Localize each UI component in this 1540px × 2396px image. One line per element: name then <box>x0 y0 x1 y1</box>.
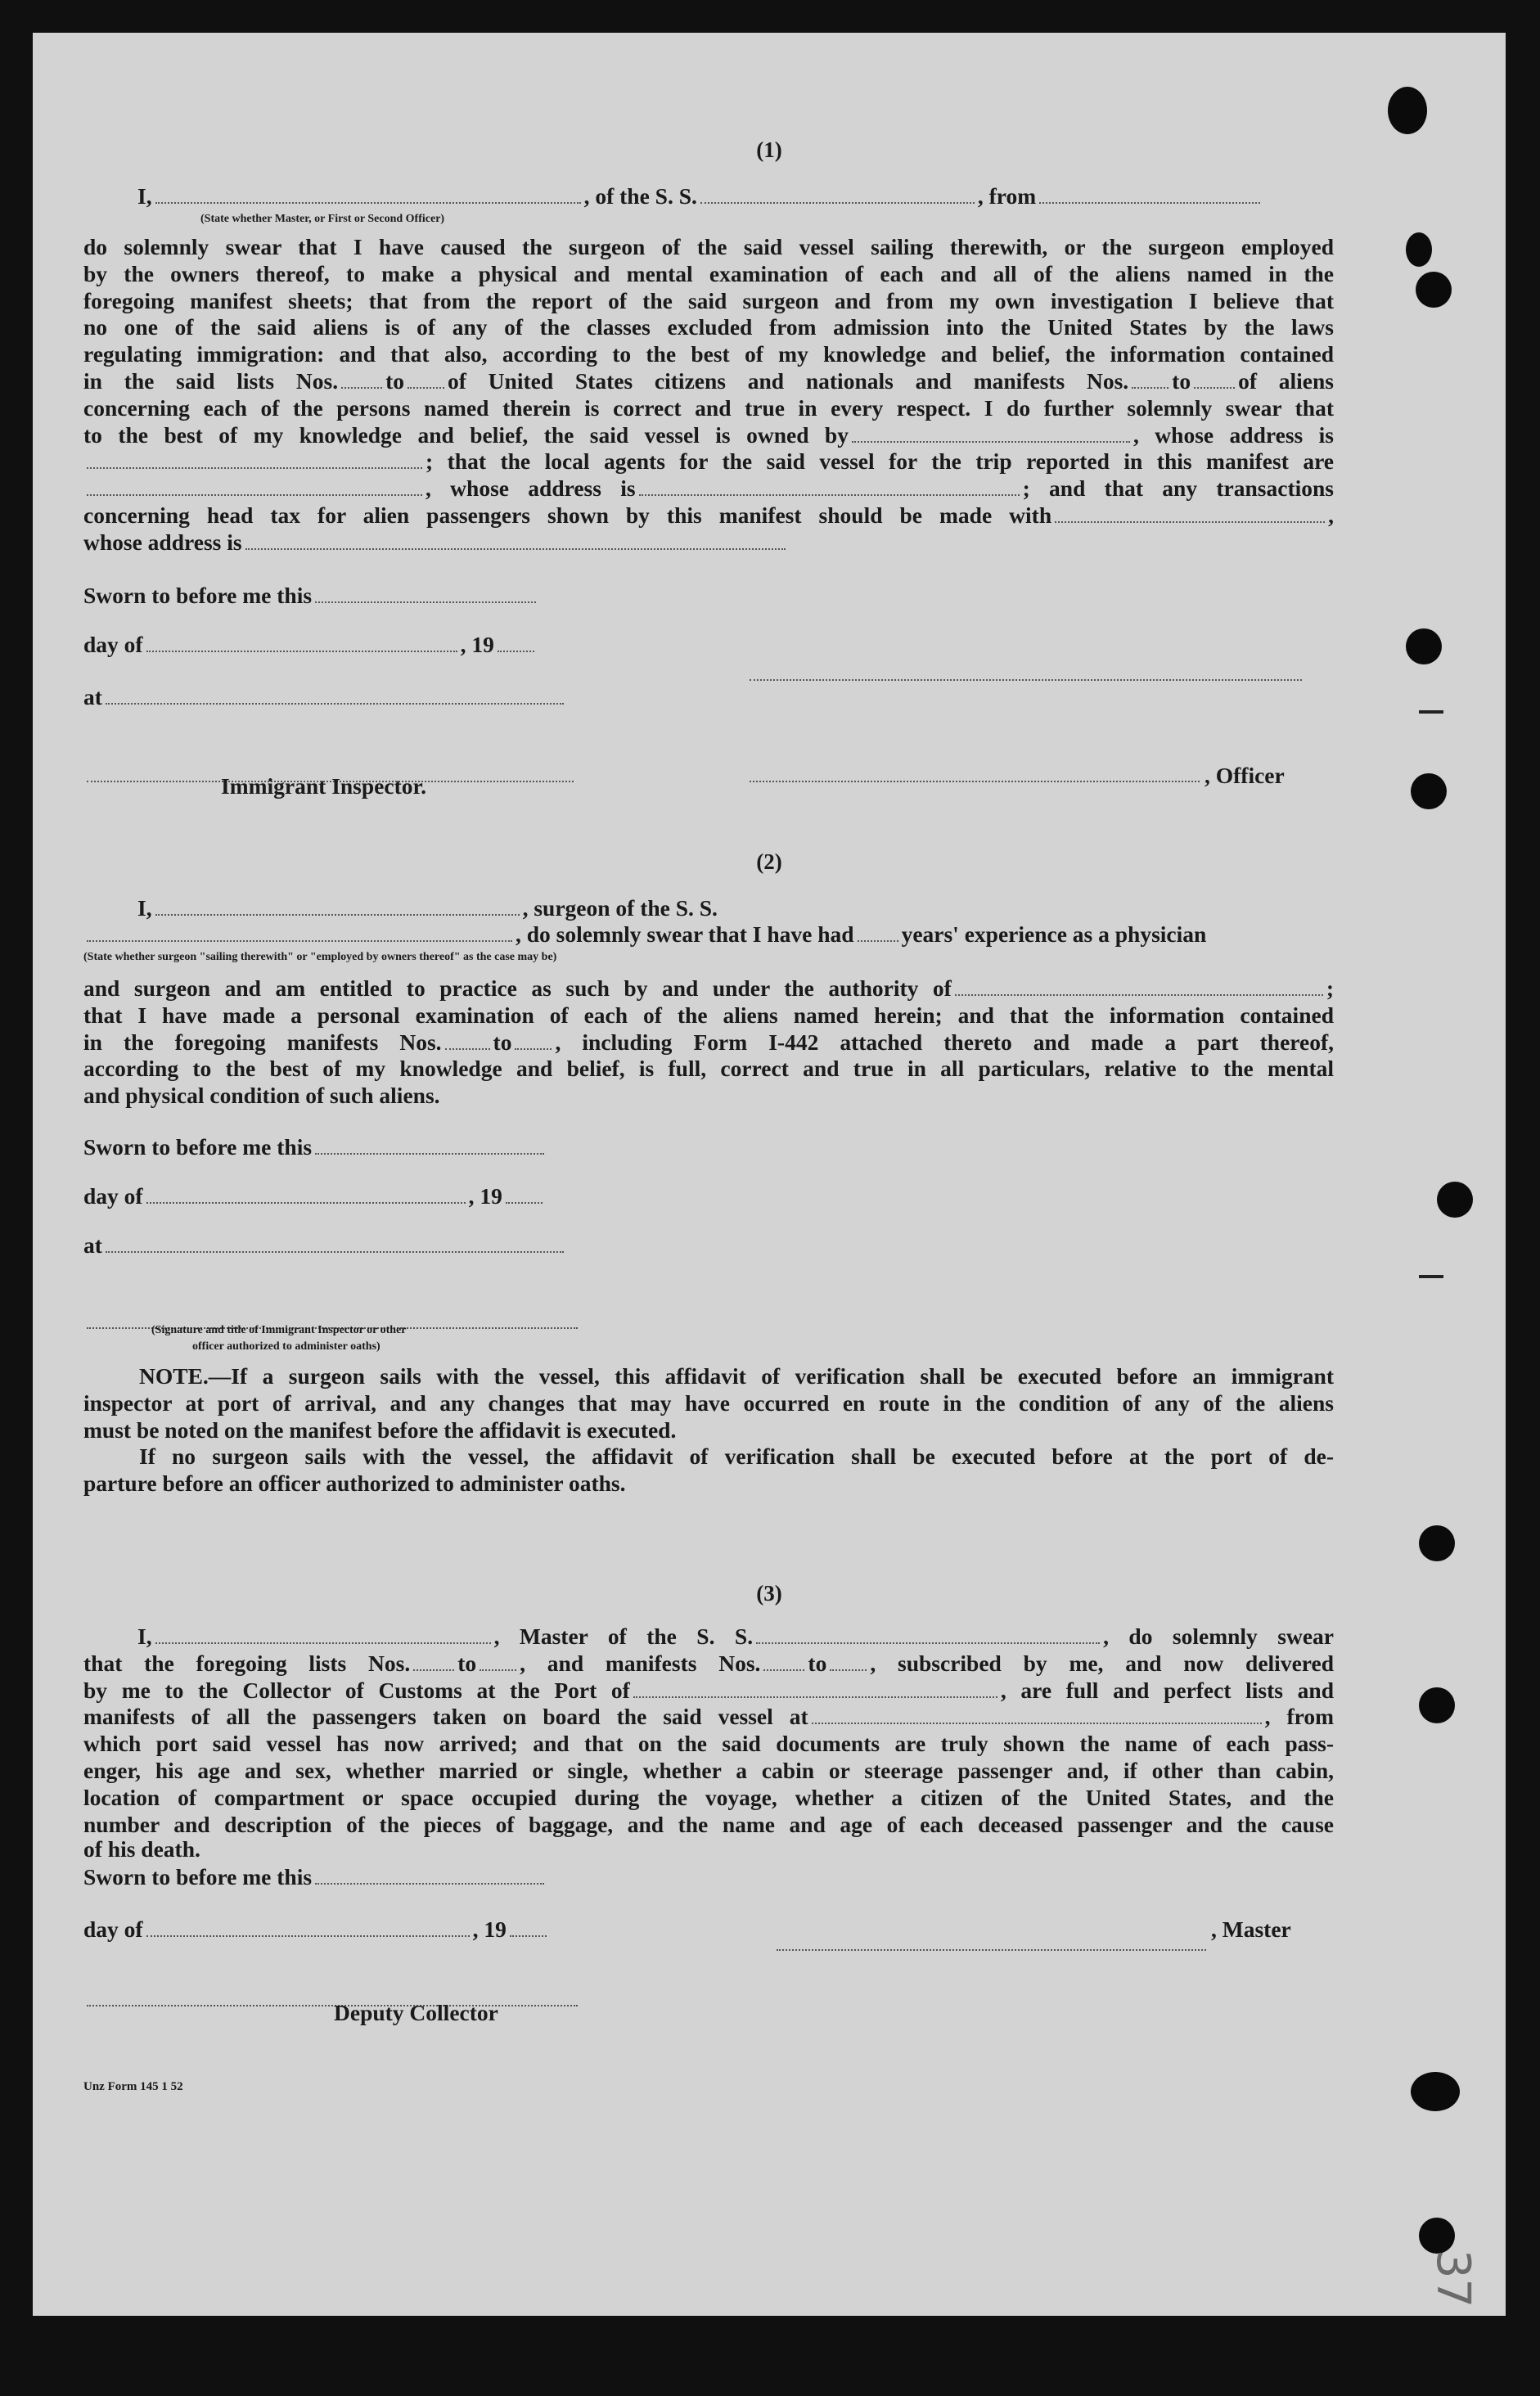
manifest-affidavit-page <box>33 33 1506 2316</box>
s3-master-label: , Master <box>1211 1916 1291 1942</box>
s3-boarding-field[interactable] <box>812 1705 1262 1724</box>
punch-hole <box>1388 87 1427 134</box>
s3-list-from-field[interactable] <box>413 1651 454 1671</box>
s1-owner-field[interactable] <box>852 423 1130 443</box>
s3-sworn-date-field[interactable] <box>315 1865 544 1885</box>
punch-hole <box>1419 2218 1455 2254</box>
punch-hole <box>1419 1525 1455 1561</box>
s2-surgeon-name-field[interactable] <box>155 896 520 916</box>
s1-at-row: at <box>83 684 567 710</box>
s2-sworn-row: Sworn to before me this <box>83 1134 547 1160</box>
punch-hole <box>1437 1182 1473 1218</box>
s1-list-from-field[interactable] <box>341 369 382 389</box>
s2-line1: I, , surgeon of the S. S. <box>137 895 718 921</box>
s1-officer-hint: (State whether Master, or First or Second Officer) <box>200 213 445 225</box>
section-3-number: (3) <box>756 1581 782 1606</box>
s2-surgeon-type-field[interactable] <box>87 922 512 942</box>
s1-officer-field[interactable] <box>155 184 581 204</box>
s2-surgeon-hint: (State whether surgeon "sailing therewith" or "employed by owners thereof" as the case may be) <box>83 951 557 963</box>
s1-headtax-field[interactable] <box>1055 503 1325 523</box>
s3-day-row: day of , 19 <box>83 1916 550 1943</box>
s3-body: I, , Master of the S. S. , do solemnly swear that the foregoing lists Nos. to , and manifests Nos. to , subscribed by me, and now delivered by me to the Collector of Customs at the Port of , are full and perfect lists and manifests of all the passengers taken on board the said vessel at , from which port said vessel has now arrived; and that on the said documents are truly shown the name of each pass- enger, his age and sex, whether married or single, whether a cabin or steerage passenger and, if other than cabin, location of compartment or space occupied during the voyage, whether a citizen of the United States, and the number and description of the pieces of baggage, and the name and age of each deceased passenger and the cause of his death. <box>83 1624 1334 1862</box>
s3-sworn-row: Sworn to before me this <box>83 1864 547 1890</box>
s2-years-field[interactable] <box>858 922 898 942</box>
s2-note: NOTE.—If a surgeon sails with the vessel, this affidavit of verification shall be executed before an immigrant inspector at port of arrival, and any changes that may have occurred en route in the condition of any of the aliens must be noted on the manifest before the affidavit is executed. If no surgeon sails with the vessel, the affidavit of verification shall be executed before at the port of de- parture before an officer authorized to administer oaths. <box>83 1363 1334 1497</box>
s3-master-signature-line[interactable] <box>777 1931 1206 1951</box>
s2-day-field[interactable] <box>146 1184 466 1204</box>
s3-master-name-field[interactable] <box>155 1624 491 1644</box>
s1-headtax-address-field[interactable] <box>245 530 786 550</box>
punch-hole <box>1406 628 1442 664</box>
s3-list-to-field[interactable] <box>480 1651 516 1671</box>
s1-owner-address-field[interactable] <box>87 449 422 469</box>
ink-mark <box>1419 710 1443 714</box>
s2-at-field[interactable] <box>106 1233 564 1253</box>
s3-year-field[interactable] <box>510 1917 547 1937</box>
s1-day-row: day of , 19 <box>83 632 538 658</box>
s1-body: do solemnly swear that I have caused the surgeon of the said vessel sailing therewith, or the surgeon employed by the owners thereof, to make a physical and mental examination of each and all of the aliens named in the foregoing manifest sheets; that from the report of the said surgeon and from my own investigation I believe that no one of the said aliens is of any of the classes excluded from admission into the United States by the laws regulating immigration: and that also, according to the best of my knowledge and belief, the information contained in the said lists Nos. to of United States citizens and nationals and manifests Nos. to of aliens concerning each of the persons named therein is correct and true in every respect. I do further solemnly swear that to the best of my knowledge and belief, the said vessel is owned by , whose address is ; that the local agents for the said vessel for the trip reported in this manifest are , whose address is ; and that any transactions concerning head tax for alien passengers shown by this manifest should be made with , whose address is <box>83 234 1335 555</box>
s1-sworn-row: Sworn to before me this <box>83 583 539 609</box>
s3-manifest-to-field[interactable] <box>830 1651 867 1671</box>
s2-signature-hint-2: officer authorized to administer oaths) <box>192 1340 380 1353</box>
punch-hole <box>1419 1687 1455 1723</box>
margin-page-number: 37 <box>1426 2249 1480 2308</box>
s2-manifest-to-field[interactable] <box>515 1030 552 1050</box>
s2-manifest-from-field[interactable] <box>445 1030 490 1050</box>
s1-at-field[interactable] <box>106 685 564 705</box>
s3-port-field[interactable] <box>633 1678 997 1698</box>
s3-deputy-signature-line[interactable] <box>87 1987 578 2006</box>
s1-manifest-to-field[interactable] <box>1194 369 1235 389</box>
s1-officer-line[interactable] <box>750 763 1200 782</box>
s1-vessel-field[interactable] <box>700 184 975 204</box>
s1-sworn-date-field[interactable] <box>315 583 536 603</box>
s1-year-field[interactable] <box>498 633 534 652</box>
s3-manifest-from-field[interactable] <box>763 1651 804 1671</box>
s1-manifest-from-field[interactable] <box>1132 369 1169 389</box>
punch-hole <box>1411 773 1447 809</box>
s1-inspector-label: Immigrant Inspector. <box>221 773 427 799</box>
punch-hole <box>1416 272 1452 308</box>
punch-hole <box>1411 2072 1460 2111</box>
s1-officer-signature-line[interactable] <box>750 661 1302 681</box>
s1-officer-label: , Officer <box>1205 763 1285 788</box>
s3-day-field[interactable] <box>146 1917 470 1937</box>
form-number: Unz Form 145 1 52 <box>83 2080 183 2093</box>
section-2-number: (2) <box>756 849 782 874</box>
punch-hole <box>1406 232 1432 267</box>
s1-agents-field[interactable] <box>87 476 422 496</box>
s1-agents-address-field[interactable] <box>639 476 1020 496</box>
ink-mark <box>1419 1275 1443 1278</box>
s2-authority-field[interactable] <box>955 976 1323 996</box>
section-1-number: (1) <box>756 137 782 162</box>
s1-line1: I, , of the S. S. , from <box>137 183 1263 209</box>
s2-sworn-date-field[interactable] <box>315 1135 544 1155</box>
s2-signature-hint-1: (Signature and title of Immigrant Inspector or other <box>151 1324 407 1336</box>
s2-year-field[interactable] <box>506 1184 543 1204</box>
s3-deputy-label: Deputy Collector <box>334 2000 498 2025</box>
s3-vessel-field[interactable] <box>756 1624 1100 1644</box>
s1-day-field[interactable] <box>146 633 457 652</box>
s2-body: and surgeon and am entitled to practice as such by and under the authority of ; that I have made a personal examination of each of the aliens named herein; and that the information contained in the foregoing manifests Nos. to , including Form I-442 attached thereto and made a part thereof, according to the best of my knowledge and belief, is full, correct and true in all particulars, relative to the mental and physical condition of such aliens. <box>83 975 1334 1109</box>
s2-day-row: day of , 19 <box>83 1183 546 1209</box>
s2-line2: , do solemnly swear that I have had years' experience as a physician <box>83 921 1206 948</box>
s1-list-to-field[interactable] <box>408 369 444 389</box>
s2-at-row: at <box>83 1232 567 1259</box>
s1-from-field[interactable] <box>1039 184 1260 204</box>
